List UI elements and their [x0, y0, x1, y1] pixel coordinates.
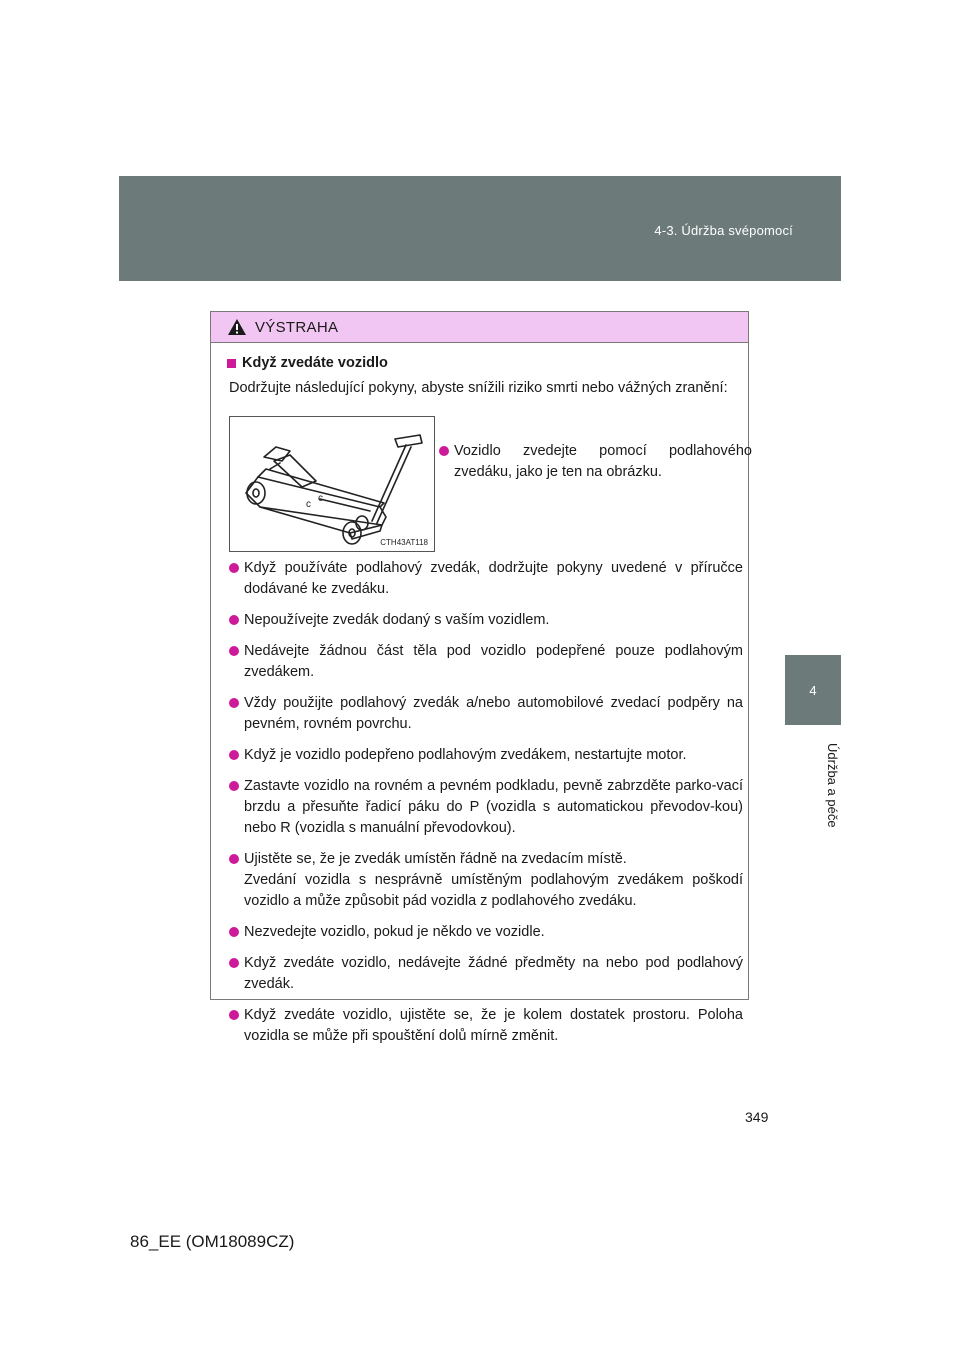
list-item [229, 776, 743, 839]
chapter-label: Údržba a péče [825, 742, 840, 828]
chapter-number: 4 [809, 682, 817, 698]
bullet-dot-icon [439, 446, 449, 456]
document-code: 86_EE (OM18089CZ) [130, 1232, 295, 1251]
list-item-text: Vozidlo zvedejte pomocí podlahového zvedáku, jako je ten na obrázku. [454, 443, 752, 480]
warning-title: VÝSTRAHA [255, 318, 339, 336]
list-item [229, 745, 743, 766]
list-item [229, 610, 743, 631]
bullet-dot-icon [229, 563, 239, 573]
list-item [229, 922, 743, 943]
bullet-dot-icon [229, 854, 239, 864]
subheading-text: Když zvedáte vozidlo [242, 355, 388, 371]
list-item [229, 693, 743, 735]
section-title: 4-3. Údržba svépomocí [654, 223, 793, 238]
square-bullet-icon [227, 359, 236, 368]
list-item [229, 849, 743, 912]
list-item-text: Když zvedáte vozidlo, nedávejte žádné předměty na nebo pod podlahový zvedák. [244, 955, 743, 992]
page-number: 349 [745, 1109, 769, 1125]
list-item [229, 558, 743, 600]
bullet-dot-icon [229, 698, 239, 708]
list-item-text: Když zvedáte vozidlo, ujistěte se, že je kolem dostatek prostoru. Poloha vozidla se může při spouštění dolů mírně změnit. [244, 1007, 743, 1044]
callout-letter-1: c [306, 499, 311, 510]
warning-triangle-icon [227, 318, 247, 336]
list-item-text: Vždy použijte podlahový zvedák a/nebo automobilové zvedací podpěry na pevném, rovném povrchu. [244, 695, 743, 732]
bullet-dot-icon [229, 927, 239, 937]
warning-header [211, 312, 748, 343]
list-item-text: Nezvedejte vozidlo, pokud je někdo ve vozidle. [244, 924, 545, 940]
floor-jack-figure [229, 416, 435, 552]
list-item [229, 1005, 743, 1047]
warning-list [229, 558, 743, 1057]
chapter-tab[interactable] [785, 655, 841, 725]
list-item-text: Když je vozidlo podepřeno podlahovým zvedákem, nestartujte motor. [244, 747, 687, 763]
list-item-text: Zastavte vozidlo na rovném a pevném podkladu, pevně zabrzděte parko-vací brzdu a přesuňte řadicí páku do P (vozidla s automatickou převodov-kou) nebo R (vozidla s manuální převodovkou). [244, 778, 743, 836]
warning-subheading [227, 355, 388, 371]
bullet-dot-icon [229, 750, 239, 760]
list-item-text: Nepoužívejte zvedák dodaný s vaším vozidlem. [244, 612, 550, 628]
list-item-text: Nedávejte žádnou část těla pod vozidlo podepřené pouze podlahovým zvedákem. [244, 643, 743, 680]
header-band [119, 176, 841, 281]
list-item-text: Ujistěte se, že je zvedák umístěn řádně na zvedacím místě. Zvedání vozidla s nesprávně umístěným podlahovým zvedákem poškodí vozidlo a může způsobit pád vozidla z podlahového zvedáku. [244, 851, 743, 909]
warning-box [210, 311, 752, 1044]
list-item-text: Když používáte podlahový zvedák, dodržujte pokyny uvedené v příručce dodávané ke zvedáku. [244, 560, 743, 597]
floor-jack-illustration [230, 417, 434, 551]
list-item [229, 953, 743, 995]
figure-code: CTH43AT118 [380, 538, 428, 547]
figure-list-item [439, 441, 752, 483]
bullet-dot-icon [229, 646, 239, 656]
intro-text: Dodržujte následující pokyny, abyste snížili riziko smrti nebo vážných zranění: [229, 380, 728, 396]
bullet-dot-icon [229, 615, 239, 625]
callout-letter-2: c [318, 493, 323, 504]
bullet-dot-icon [229, 1010, 239, 1020]
list-item [229, 641, 743, 683]
bullet-dot-icon [229, 958, 239, 968]
bullet-dot-icon [229, 781, 239, 791]
